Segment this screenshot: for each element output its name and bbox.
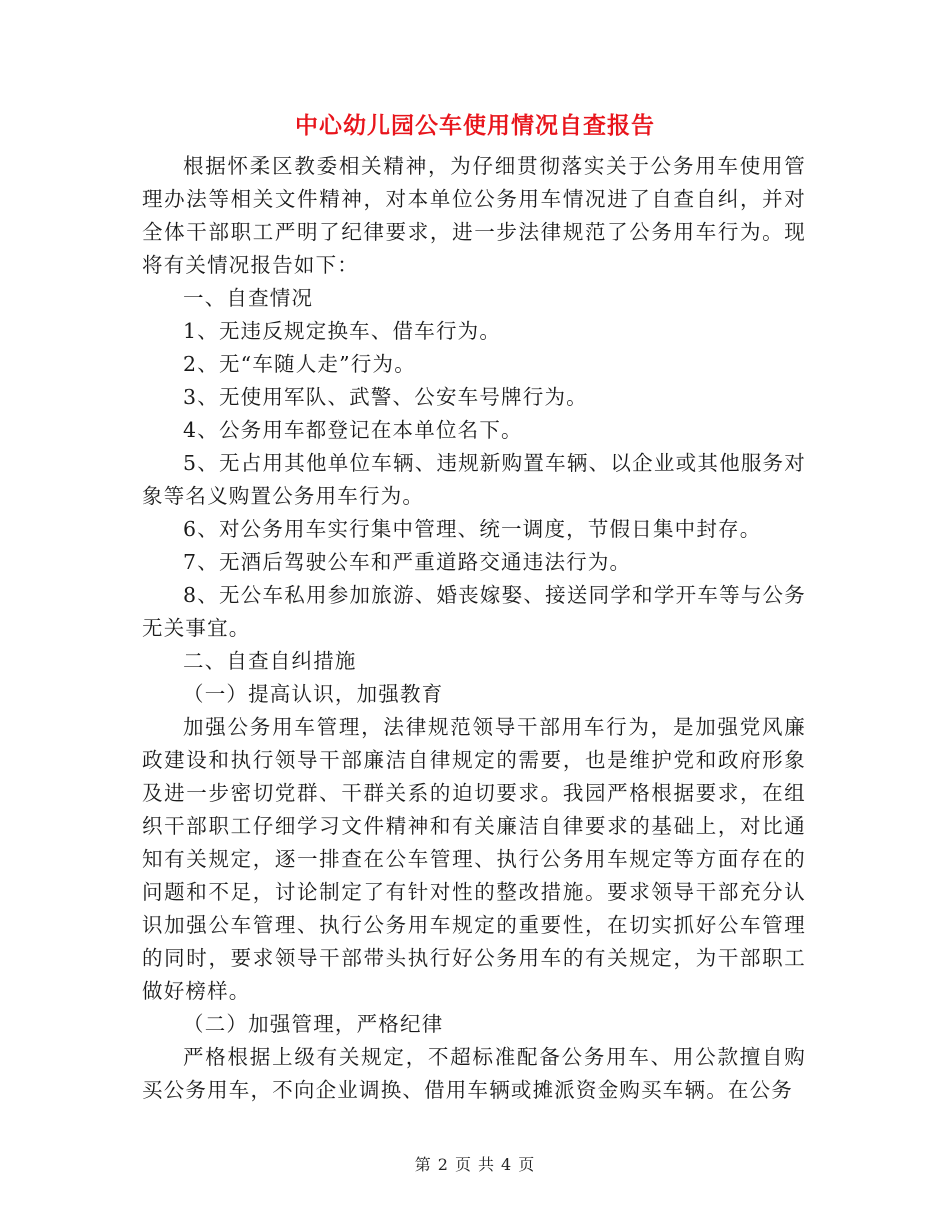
list-item: 3、无使用军队、武警、公安车号牌行为。 <box>183 385 588 409</box>
footer-suffix: 页 <box>518 1155 536 1174</box>
document-body <box>142 150 806 1107</box>
list-item: 7、无酒后驾驶公车和严重道路交通违法行为。 <box>183 550 632 574</box>
paragraph-awareness: 加强公务用车管理，法律规范领导干部用车行为，是加强党风廉政建设和执行领导干部廉洁自律规定的需要，也是维护党和政府形象及进一步密切党群、干群关系的迫切要求。我园严格根据要求，在组织干部职工仔细学习文件精神和有关廉洁自律要求的基础上，对比通知有关规定，逐一排查在公车管理、执行公务用车规定等方面存在的问题和不足，讨论制定了有针对性的整改措施。要求领导干部充分认识加强公车管理、执行公务用车规定的重要性，在切实抓好公车管理的同时，要求领导干部带头执行好公务用车的有关规定，为干部职工做好榜样。 <box>142 715 806 1003</box>
list-item: 5、无占用其他单位车辆、违规新购置车辆、以企业或其他服务对象等名义购置公务用车行为。 <box>142 451 806 508</box>
document-title: 中心幼儿园公车使用情况自查报告 <box>295 112 655 139</box>
list-item: 6、对公务用车实行集中管理、统一调度，节假日集中封存。 <box>183 517 762 541</box>
list-item: 8、无公车私用参加旅游、婚丧嫁娶、接送同学和学开车等与公务无关事宜。 <box>142 583 806 640</box>
footer-page-number: 2 <box>437 1155 449 1174</box>
paragraph-intro: 根据怀柔区教委相关精神，为仔细贯彻落实关于公务用车使用管理办法等相关文件精神，对本单位公务用车情况进了自查自纠，并对全体干部职工严明了纪律要求，进一步法律规范了公务用车行为。现将有关情况报告如下： <box>142 154 806 277</box>
footer-middle: 页 共 <box>454 1155 496 1174</box>
footer-prefix: 第 <box>414 1155 432 1174</box>
subheading-awareness: （一）提高认识，加强教育 <box>183 682 444 706</box>
list-item: 1、无违反规定换车、借车行为。 <box>183 319 502 343</box>
list-item: 4、公务用车都登记在本单位名下。 <box>183 418 523 442</box>
footer-total-pages: 4 <box>501 1155 513 1174</box>
list-item: 2、无“车随人走”行为。 <box>183 352 416 376</box>
paragraph-management: 严格根据上级有关规定，不超标准配备公务用车、用公款擅自购买公务用车，不向企业调换、借用车辆或摊派资金购买车辆。在公务 <box>142 1045 806 1102</box>
heading-measures: 二、自查自纠措施 <box>183 649 357 673</box>
subheading-management: （二）加强管理，严格纪律 <box>183 1012 444 1036</box>
page-footer <box>0 1152 950 1175</box>
heading-self-inspection: 一、自查情况 <box>183 286 314 310</box>
